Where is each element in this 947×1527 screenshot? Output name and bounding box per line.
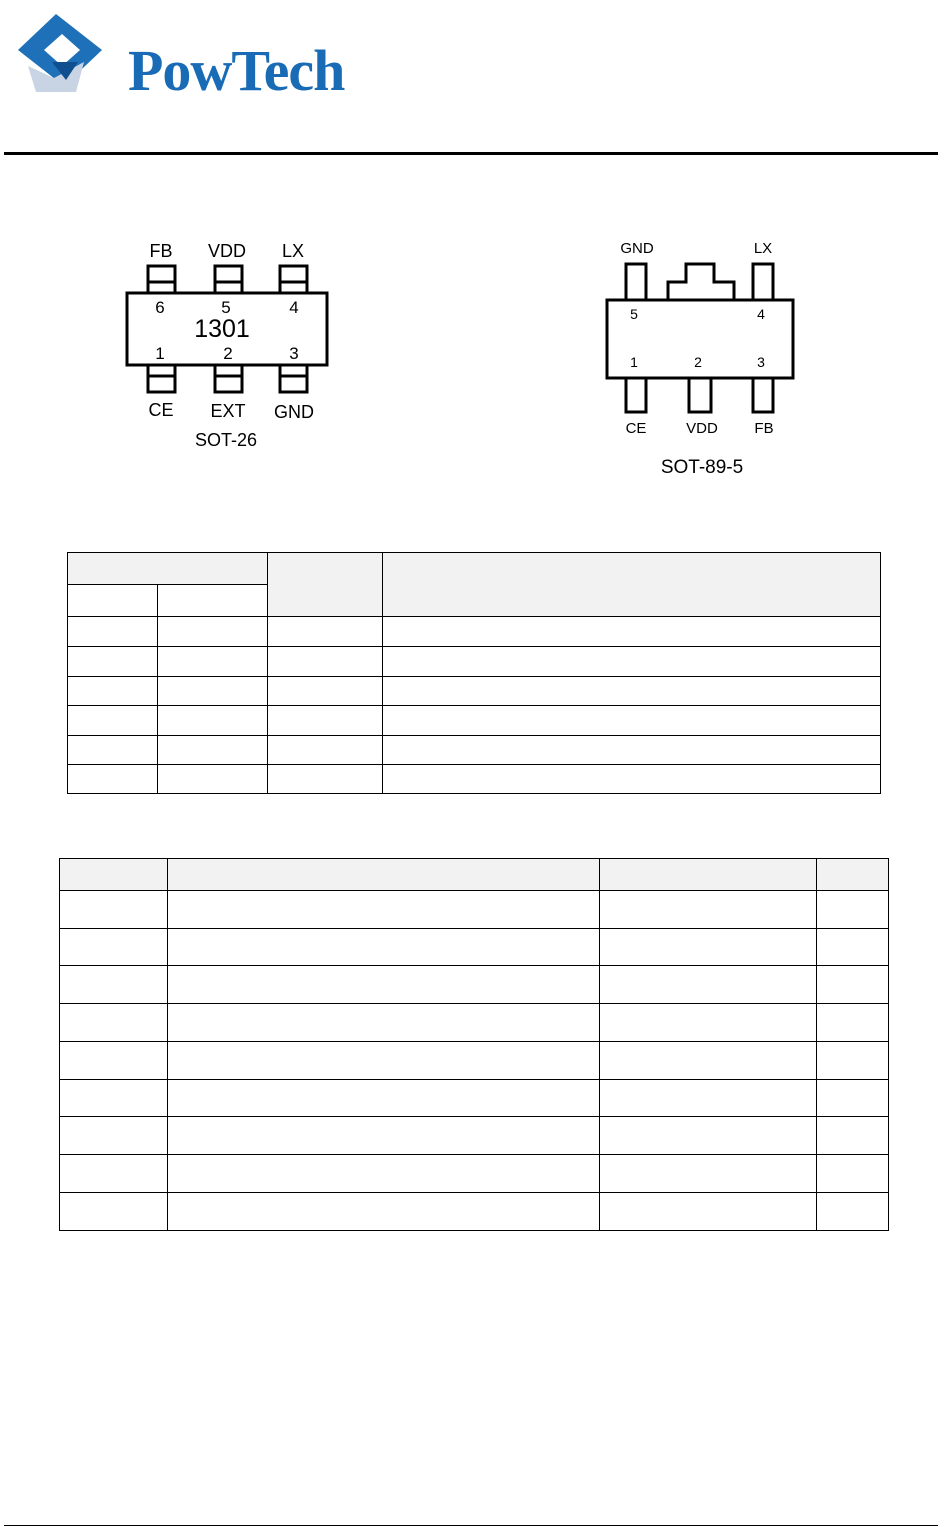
sot89-pin-label: LX — [753, 240, 773, 257]
sot26-package-name: SOT-26 — [194, 430, 258, 450]
table-row — [68, 647, 881, 677]
sot26-pin-number: 1 — [155, 344, 165, 363]
pin-number-group-header — [68, 553, 268, 585]
sot89-pin-1-lead — [626, 378, 646, 412]
sot89-pin-label: CE — [625, 420, 647, 437]
header-cell — [68, 585, 158, 617]
table-row — [60, 966, 889, 1004]
sot26-pin-5-lead — [215, 266, 242, 293]
table-row — [60, 1042, 889, 1080]
powtech-logo — [14, 12, 354, 103]
header-divider — [4, 152, 938, 155]
table-row — [68, 617, 881, 647]
sot26-pin-label: FB — [149, 241, 173, 261]
sot89-pin-label: GND — [620, 240, 654, 257]
sot89-pin-3-lead — [753, 378, 773, 412]
sot26-pin-number: 2 — [223, 344, 233, 363]
table-row — [68, 736, 881, 765]
sot26-pin-1-lead — [148, 365, 175, 392]
ratings-table — [59, 858, 889, 1231]
logo-mark-icon — [14, 12, 114, 94]
table-row — [60, 1117, 889, 1155]
sot26-marking: 1301 — [194, 315, 250, 343]
sot26-pin-number: 3 — [289, 344, 299, 363]
table-row — [60, 1080, 889, 1117]
footer-divider — [4, 1525, 938, 1526]
sot26-pin-number: 6 — [155, 298, 165, 317]
sot26-pin-3-lead — [280, 365, 307, 392]
sot26-pinout-diagram — [120, 236, 340, 452]
brand-name: PowTech — [128, 38, 345, 103]
sot89-pin-2-lead — [689, 378, 711, 412]
table-row — [60, 929, 889, 966]
table-row — [60, 1193, 889, 1231]
sot89-pin-number: 2 — [694, 354, 702, 370]
sot89-pin-label: VDD — [686, 420, 718, 437]
sot26-pin-number: 5 — [221, 298, 231, 317]
sot89-package-name: SOT-89-5 — [660, 457, 744, 478]
sot89-pinout-diagram — [600, 236, 800, 482]
table-row — [60, 1155, 889, 1193]
sot89-tab — [668, 264, 734, 300]
table-row — [68, 677, 881, 706]
sot26-pin-2-lead — [215, 365, 242, 392]
sot89-pin-number: 3 — [757, 354, 765, 370]
table-header-row — [60, 859, 889, 891]
sot26-pin-label: CE — [148, 400, 174, 420]
sot26-pin-label: EXT — [210, 401, 246, 421]
sot26-pin-label: VDD — [207, 241, 247, 261]
sot89-pin-5-lead — [626, 264, 646, 300]
table-row — [60, 891, 889, 929]
pin-description-table — [67, 552, 881, 794]
table-row — [68, 765, 881, 794]
sot89-pin-label: FB — [754, 420, 774, 437]
sot26-pin-label: GND — [274, 402, 314, 422]
sot89-pin-4-lead — [753, 264, 773, 300]
header-cell — [268, 553, 383, 617]
sot26-pin-label: LX — [281, 241, 305, 261]
sot89-pin-number: 4 — [757, 306, 765, 322]
header-cell — [383, 553, 881, 617]
table-row — [60, 1004, 889, 1042]
sot89-pin-number: 1 — [630, 354, 638, 370]
header-cell — [158, 585, 268, 617]
table-header-row — [68, 553, 881, 585]
table-row — [68, 706, 881, 736]
sot26-pin-6-lead — [148, 266, 175, 293]
sot26-pin-number: 4 — [289, 298, 299, 317]
sot26-pin-4-lead — [280, 266, 307, 293]
sot89-pin-number: 5 — [630, 306, 638, 322]
